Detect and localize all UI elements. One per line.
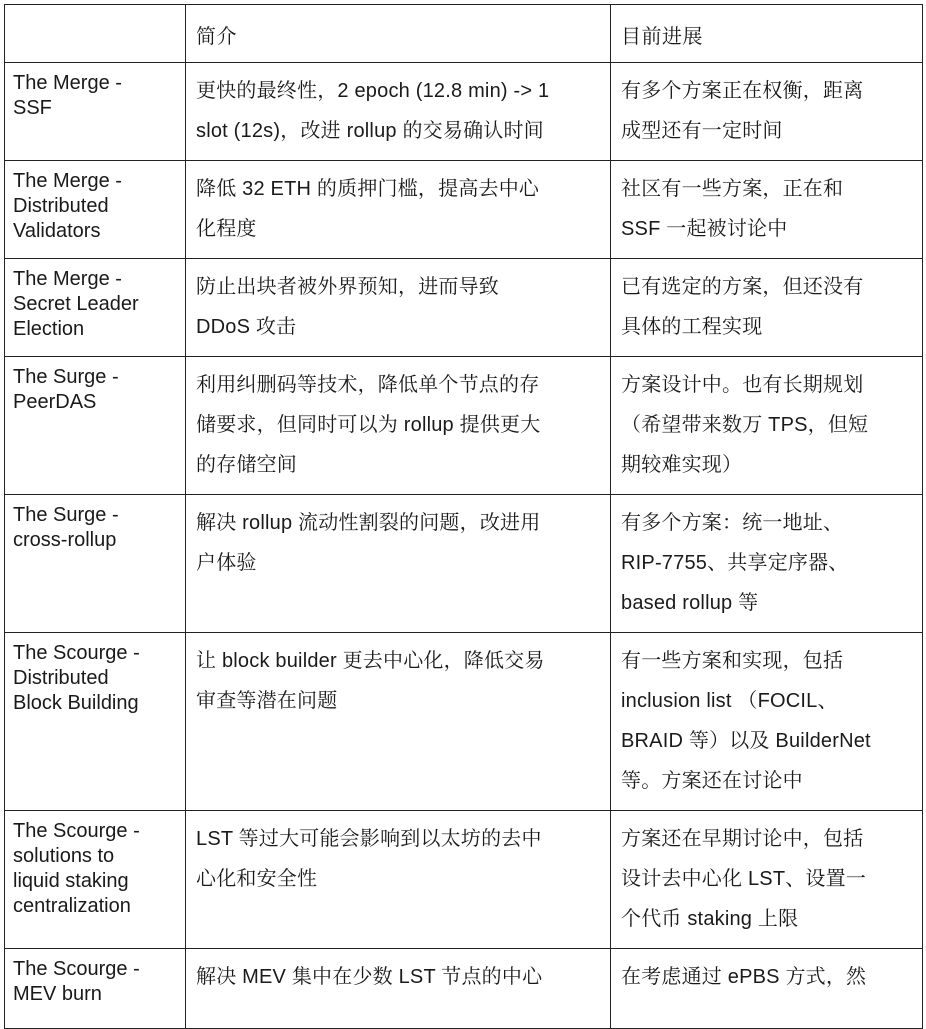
row-name-line: solutions to: [13, 845, 115, 867]
row-summary-cell: [186, 633, 611, 811]
row-name-line: The Surge -: [13, 504, 119, 526]
row-name-line: Distributed: [13, 667, 109, 689]
row-progress-line: 方案还在早期讨论中，包括: [621, 828, 864, 850]
table-row: [5, 949, 923, 1029]
row-name-cell: [5, 811, 186, 949]
row-summary-line: 心化和安全性: [196, 868, 318, 890]
table-row: [5, 811, 923, 949]
row-summary-line: 利用纠删码等技术，降低单个节点的存: [196, 374, 540, 396]
row-name-line: The Merge -: [13, 268, 122, 290]
table-row: [5, 63, 923, 161]
row-name-line: The Merge -: [13, 72, 122, 94]
row-summary-cell: [186, 495, 611, 633]
row-progress-line: 方案设计中。也有长期规划: [621, 374, 864, 396]
row-progress-line: based rollup 等: [621, 592, 759, 614]
row-summary-line: 储要求，但同时可以为 rollup 提供更大: [196, 414, 541, 436]
row-summary-line: DDoS 攻击: [196, 316, 297, 338]
row-progress-line: RIP-7755、共享定序器、: [621, 552, 849, 574]
header-row: [5, 5, 923, 63]
roadmap-table: [4, 4, 923, 1029]
row-progress-line: 个代币 staking 上限: [621, 908, 799, 930]
row-name-line: The Scourge -: [13, 958, 140, 980]
row-name-cell: [5, 357, 186, 495]
row-summary-line: 防止出块者被外界预知，进而导致: [196, 276, 499, 298]
header-cell-summary: 简介: [186, 5, 611, 63]
row-progress-line: 具体的工程实现: [621, 316, 763, 338]
row-progress-line: （希望带来数万 TPS，但短: [621, 414, 869, 436]
row-name-cell: [5, 633, 186, 811]
row-progress-line: 有多个方案：统一地址、: [621, 512, 844, 534]
row-progress-cell: [611, 633, 923, 811]
row-summary-cell: [186, 811, 611, 949]
row-summary-cell: [186, 949, 611, 1029]
row-progress-line: 在考虑通过 ePBS 方式，然: [621, 966, 867, 988]
row-progress-cell: [611, 811, 923, 949]
row-summary-line: 审查等潜在问题: [196, 690, 338, 712]
row-summary-line: 户体验: [196, 552, 257, 574]
row-name-cell: [5, 63, 186, 161]
row-progress-line: 已有选定的方案，但还没有: [621, 276, 864, 298]
row-name-line: Validators: [13, 220, 101, 242]
row-progress-cell: [611, 495, 923, 633]
row-summary-line: slot (12s)，改进 rollup 的交易确认时间: [196, 120, 544, 142]
row-summary-line: 的存储空间: [196, 454, 297, 476]
row-progress-line: 等。方案还在讨论中: [621, 770, 803, 792]
row-name-line: SSF: [13, 97, 52, 119]
row-progress-line: BRAID 等）以及 BuilderNet: [621, 730, 871, 752]
row-name-line: The Surge -: [13, 366, 119, 388]
table-row: [5, 633, 923, 811]
row-name-line: The Scourge -: [13, 642, 140, 664]
table-row: [5, 495, 923, 633]
row-name-cell: [5, 949, 186, 1029]
row-name-line: PeerDAS: [13, 391, 97, 413]
row-progress-line: 期较难实现）: [621, 454, 743, 476]
row-summary-line: 更快的最终性，2 epoch (12.8 min) -> 1: [196, 80, 550, 102]
row-progress-line: SSF 一起被讨论中: [621, 218, 788, 240]
row-progress-cell: [611, 161, 923, 259]
header-cell-progress: 目前进展: [611, 5, 923, 63]
row-name-line: The Scourge -: [13, 820, 140, 842]
row-name-line: Block Building: [13, 692, 139, 714]
row-progress-line: inclusion list （FOCIL、: [621, 690, 838, 712]
row-summary-line: 解决 MEV 集中在少数 LST 节点的中心: [196, 966, 543, 988]
row-summary-line: 让 block builder 更去中心化，降低交易: [196, 650, 545, 672]
row-name-cell: [5, 161, 186, 259]
row-progress-cell: [611, 259, 923, 357]
row-progress-line: 有多个方案正在权衡，距离: [621, 80, 864, 102]
row-summary-cell: [186, 161, 611, 259]
row-progress-cell: [611, 949, 923, 1029]
row-name-line: Distributed: [13, 195, 109, 217]
row-name-line: liquid staking: [13, 870, 129, 892]
row-summary-line: LST 等过大可能会影响到以太坊的去中: [196, 828, 542, 850]
row-name-line: Election: [13, 318, 85, 340]
row-name-cell: [5, 259, 186, 357]
row-summary-line: 降低 32 ETH 的质押门槛，提高去中心: [196, 178, 540, 200]
row-progress-line: 设计去中心化 LST、设置一: [621, 868, 867, 890]
row-summary-cell: [186, 63, 611, 161]
row-name-line: MEV burn: [13, 983, 102, 1005]
row-name-cell: [5, 495, 186, 633]
row-name-line: cross-rollup: [13, 529, 117, 551]
row-name-line: Secret Leader: [13, 293, 139, 315]
table-row: [5, 161, 923, 259]
table-row: [5, 259, 923, 357]
header-cell-item: [5, 5, 186, 63]
table-row: [5, 357, 923, 495]
row-name-line: centralization: [13, 895, 131, 917]
row-progress-line: 社区有一些方案，正在和: [621, 178, 844, 200]
row-summary-line: 化程度: [196, 218, 257, 240]
table-body: [5, 5, 923, 1029]
row-progress-line: 成型还有一定时间: [621, 120, 783, 142]
row-summary-cell: [186, 259, 611, 357]
row-progress-cell: [611, 357, 923, 495]
row-progress-line: 有一些方案和实现，包括: [621, 650, 844, 672]
row-progress-cell: [611, 63, 923, 161]
row-summary-cell: [186, 357, 611, 495]
row-name-line: The Merge -: [13, 170, 122, 192]
row-summary-line: 解决 rollup 流动性割裂的问题，改进用: [196, 512, 541, 534]
